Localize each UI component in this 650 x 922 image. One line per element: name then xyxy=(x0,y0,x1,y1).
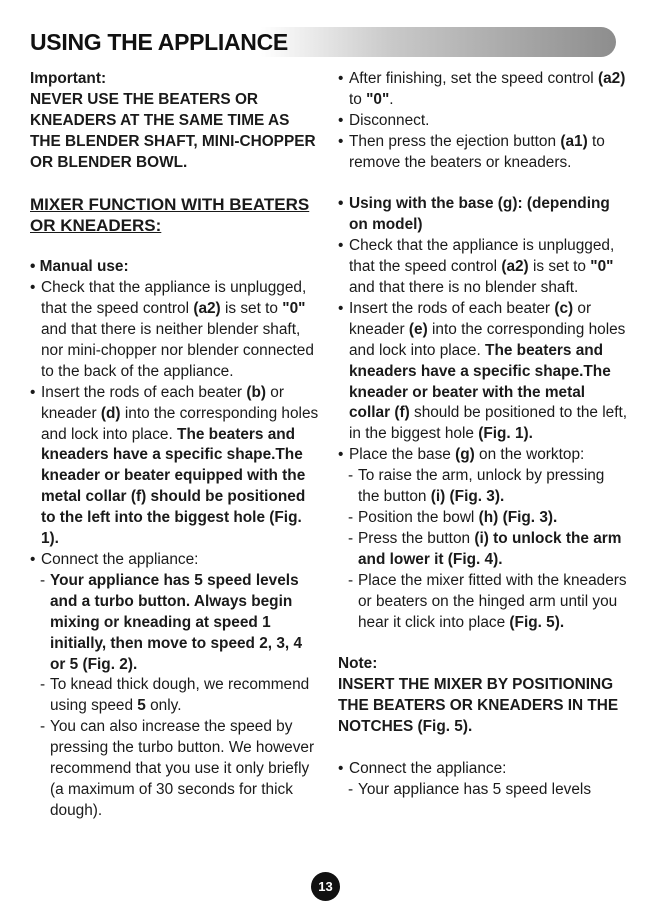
right-column xyxy=(338,69,628,801)
sub-list-item: - You can also increase the speed by pressing the turbo button. We however recommend that you use it only briefly (a maximum of 30 seconds for thick dough). xyxy=(30,717,320,822)
sub-list-item: - Your appliance has 5 speed levels xyxy=(338,780,628,801)
sub-list-item: - To raise the arm, unlock by pressing the button (i) (Fig. 3). xyxy=(338,466,628,508)
sub-list-item: - Position the bowl (h) (Fig. 3). xyxy=(338,508,628,529)
page-title: USING THE APPLIANCE xyxy=(30,29,288,55)
list-item: • Insert the rods of each beater (c) or kneader (e) into the corresponding holes and lock into place. The beaters and kneaders have a specific shape.The kneader or beater with the metal collar (f) should be positioned to the left, in the biggest hole (Fig. 1). xyxy=(338,299,628,445)
list-item: • Insert the rods of each beater (b) or kneader (d) into the corresponding holes and lock into place. The beaters and kneaders have a specific shape.The kneader or beater equipped with the metal collar (f) should be positioned to the left into the biggest hole (Fig. 1). xyxy=(30,383,320,550)
important-label: Important: xyxy=(30,70,107,87)
note-label: Note: xyxy=(338,655,378,673)
list-item: • Disconnect. xyxy=(338,111,628,132)
left-column xyxy=(30,69,320,822)
sub-list-item: - Press the button (i) to unlock the arm and lower it (Fig. 4). xyxy=(338,529,628,571)
note-text: INSERT THE MIXER BY POSITIONING THE BEATERS OR KNEADERS IN THE NOTCHES (Fig. 5). xyxy=(338,676,619,736)
list-item: • Place the base (g) on the worktop: xyxy=(338,445,628,466)
sub-list-item: - To knead thick dough, we recommend using speed 5 only. xyxy=(30,675,320,717)
sub-list-item: - Your appliance has 5 speed levels and a turbo button. Always begin mixing or kneading at speed 1 initially, then move to speed 2, 3, 4 or 5 (Fig. 2). xyxy=(30,571,320,676)
page-number-badge: 13 xyxy=(311,872,340,901)
list-item: • Check that the appliance is unplugged, that the speed control (a2) is set to "0" and that there is neither blender shaft, nor mini-chopper nor blender connected to the back of the appliance. xyxy=(30,278,320,383)
list-item: • Connect the appliance: xyxy=(338,759,628,780)
list-item: • Then press the ejection button (a1) to remove the beaters or kneaders. xyxy=(338,132,628,174)
section-title: MIXER FUNCTION WITH BEATERS OR KNEADERS: xyxy=(30,195,310,236)
base-heading: • Using with the base (g): (depending on model) xyxy=(338,194,628,236)
sub-list-item: - Place the mixer fitted with the kneaders or beaters on the hinged arm until you hear it click into place (Fig. 5). xyxy=(338,571,628,634)
list-item: • After finishing, set the speed control (a2) to "0". xyxy=(338,69,628,111)
manual-use-heading: • Manual use: xyxy=(30,258,129,276)
important-warning: NEVER USE THE BEATERS OR KNEADERS AT THE SAME TIME AS THE BLENDER SHAFT, MINI-CHOPPER OR BLENDER BOWL. xyxy=(30,90,316,171)
list-item: • Connect the appliance: xyxy=(30,550,320,571)
list-item: • Check that the appliance is unplugged, that the speed control (a2) is set to "0" and that there is no blender shaft. xyxy=(338,236,628,299)
